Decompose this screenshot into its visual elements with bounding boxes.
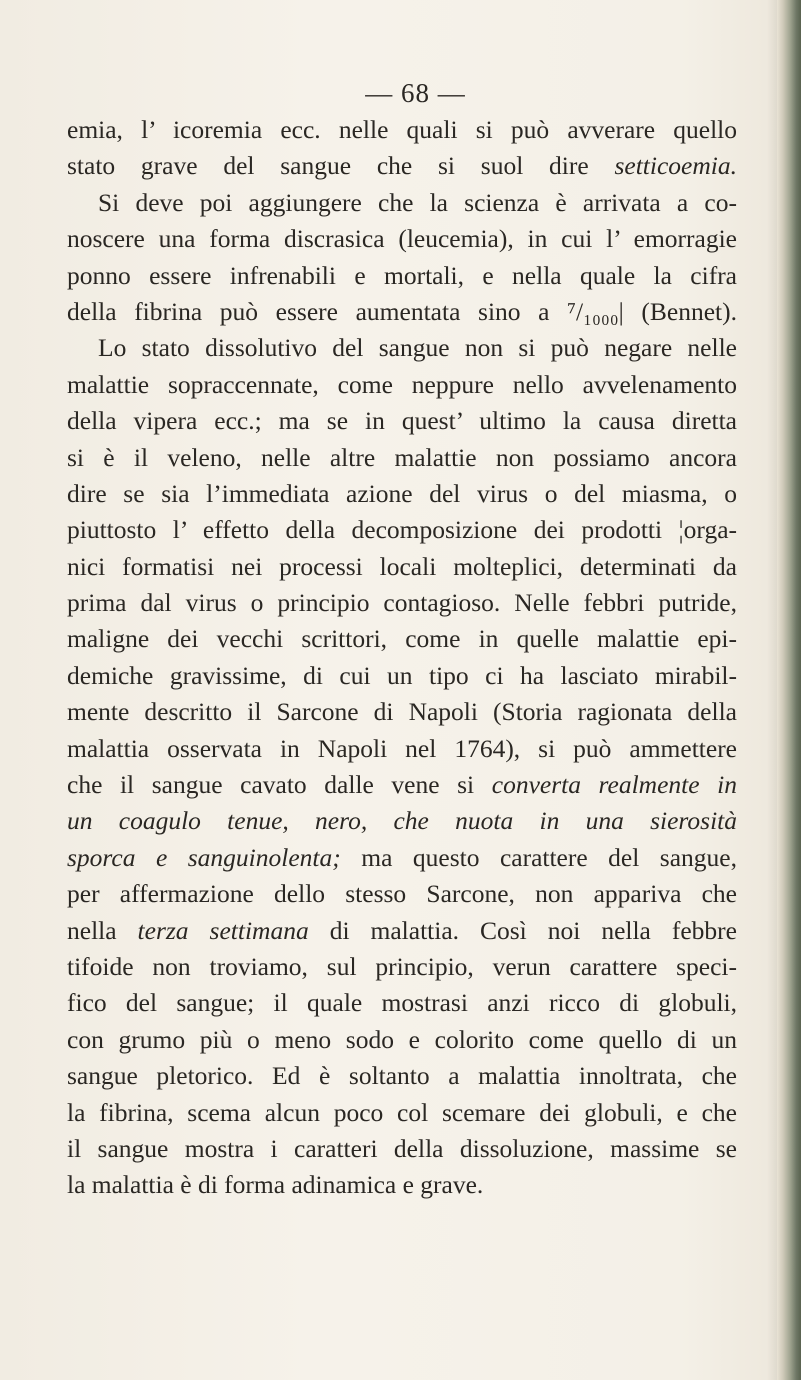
text-run: di malattia. Così noi nella febbre	[308, 915, 737, 945]
page-number: — 68 —	[365, 78, 466, 108]
text-run: che il sangue cavato dalle vene si	[67, 770, 492, 800]
text-run: Si deve poi aggiungere che la scienza è arrivata a co-	[98, 187, 737, 217]
text-run: tifoide non troviamo, sul principio, verun carattere speci-	[67, 951, 737, 981]
body-text	[67, 112, 737, 1204]
text-run: demiche gravissime, di cui un tipo ci ha lasciato mirabil-	[67, 660, 737, 690]
text-run: Lo stato dissolutivo del sangue non si può negare nelle	[98, 333, 737, 363]
text-line	[67, 367, 737, 403]
text-run: fico del sangue; il quale mostrasi anzi ricco di globuli,	[67, 988, 737, 1018]
text-line	[67, 512, 737, 548]
text-line	[67, 476, 737, 512]
text-line	[67, 1058, 737, 1094]
text-run: ma questo carattere del sangue,	[340, 842, 737, 872]
text-run: sangue pletorico. Ed è soltanto a malattia innoltrata, che	[67, 1061, 737, 1091]
italic-text: converta realmente in	[491, 770, 737, 800]
text-run: la malattia è di forma adinamica e grave.	[67, 1170, 484, 1200]
text-run: prima dal virus o principio contagioso. Nelle febbri putride,	[67, 588, 737, 618]
text-line	[67, 803, 737, 839]
text-line	[67, 621, 737, 657]
text-line	[67, 294, 737, 330]
text-line	[67, 658, 737, 694]
text-line	[67, 221, 737, 257]
text-run: con grumo più o meno sodo e colorito come quello di un	[67, 1024, 737, 1054]
text-line	[67, 1167, 737, 1203]
text-line	[67, 840, 737, 876]
text-line	[67, 694, 737, 730]
binding-edge	[777, 0, 801, 1380]
text-line	[67, 148, 737, 184]
italic-text: sporca e sanguinolenta;	[67, 842, 341, 872]
text-line	[67, 1131, 737, 1167]
text-line	[67, 1022, 737, 1058]
italic-text: terza settimana	[137, 915, 309, 945]
text-line	[67, 330, 737, 366]
text-line	[67, 1095, 737, 1131]
text-line	[67, 985, 737, 1021]
text-run: la fibrina, scema alcun poco col scemare dei globuli, e che	[67, 1097, 737, 1127]
text-run: nici formatisi nei processi locali molteplici, determinati da	[67, 551, 737, 581]
italic-text: setticoemia.	[614, 151, 737, 181]
text-run: mente descritto il Sarcone di Napoli (Storia ragionata della	[67, 697, 737, 727]
text-run: nella	[67, 915, 138, 945]
text-run: malattia osservata in Napoli nel 1764), si può ammettere	[67, 733, 737, 763]
text-run: si è il veleno, nelle altre malattie non possiamo ancora	[67, 442, 737, 472]
text-run: malattie sopraccennate, come neppure nello avvelenamento	[67, 369, 737, 399]
text-line	[67, 913, 737, 949]
text-line	[67, 403, 737, 439]
text-line	[67, 585, 737, 621]
text-run: emia, l’ icoremia ecc. nelle quali si può avverare quello	[67, 115, 737, 144]
italic-text: un coagulo tenue, nero, che nuota in una sierosità	[67, 806, 737, 836]
text-run: piuttosto l’ effetto della decomposizione dei prodotti ¦orga-	[67, 515, 737, 545]
text-run: della vipera ecc.; ma se in quest’ ultimo la causa diretta	[67, 406, 737, 436]
text-run: il sangue mostra i caratteri della dissoluzione, massime se	[67, 1133, 737, 1163]
text-run: maligne dei vecchi scrittori, come in quelle malattie epi-	[67, 624, 737, 654]
text-line	[67, 258, 737, 294]
text-line	[67, 949, 737, 985]
text-line	[67, 440, 737, 476]
binding-shadow	[767, 0, 777, 1380]
text-run: noscere una forma discrasica (leucemia), in cui l’ emorragie	[67, 224, 737, 254]
text-line	[67, 112, 737, 148]
text-run: della fibrina può essere aumentata sino a ⁷/₁₀₀₀| (Bennet).	[67, 296, 737, 326]
text-line	[67, 549, 737, 585]
text-line	[67, 731, 737, 767]
text-run: stato grave del sangue che si suol dire	[67, 151, 615, 181]
text-run: per affermazione dello stesso Sarcone, non appariva che	[67, 879, 737, 909]
text-line	[67, 767, 737, 803]
text-line	[67, 185, 737, 221]
text-run: dire se sia l’immediata azione del virus o del miasma, o	[67, 478, 737, 508]
text-line	[67, 876, 737, 912]
text-run: ponno essere infrenabili e mortali, e nella quale la cifra	[67, 260, 737, 290]
